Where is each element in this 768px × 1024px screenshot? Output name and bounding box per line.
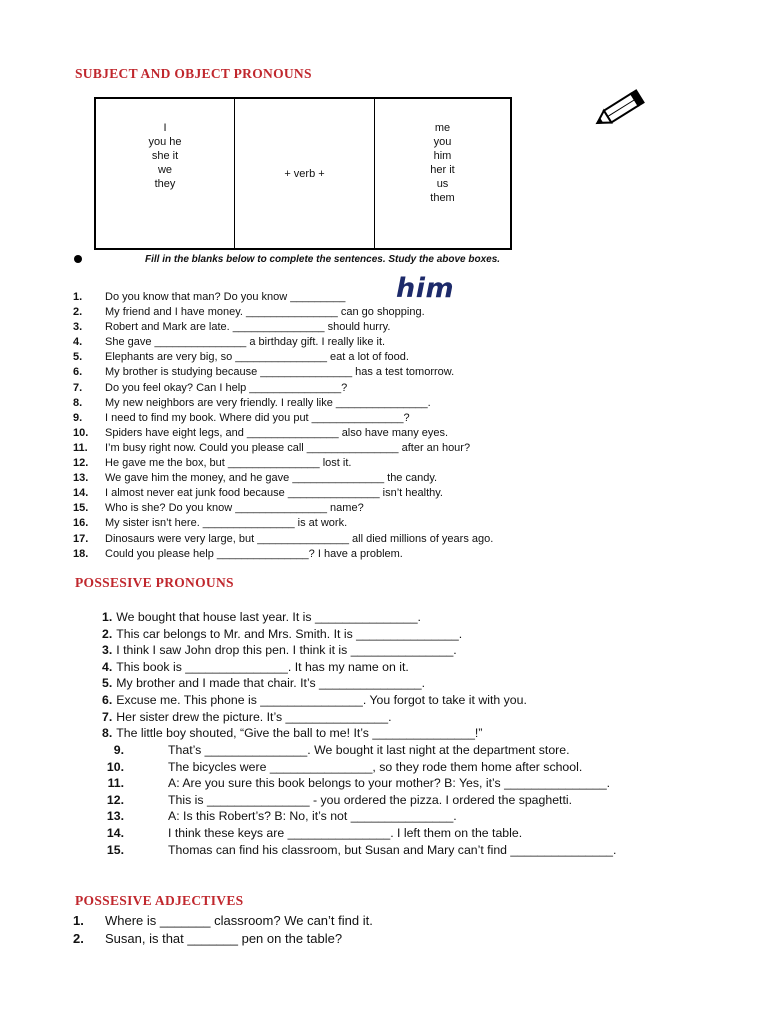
exercise-item (102, 675, 527, 692)
item-number: 2. (73, 306, 83, 319)
item-number: 10. (106, 759, 124, 774)
item-text: I need to find my book. Where did you put _______________? (105, 411, 410, 424)
exercise-item (73, 930, 373, 948)
item-number: 5. (73, 351, 83, 364)
item-number: 14. (106, 825, 124, 840)
item-text: She gave _______________ a birthday gift. I really like it. (105, 336, 386, 349)
item-number: 6. (102, 692, 113, 707)
exercise-item (102, 626, 527, 643)
item-number: 6. (73, 366, 83, 379)
object-pronoun: me (434, 122, 451, 134)
exercise-item (73, 290, 493, 305)
subject-pronoun: we (157, 164, 173, 176)
exercise-item (73, 516, 493, 531)
item-text: Excuse me. This phone is _______________. You forgot to take it with you. (116, 692, 527, 707)
exercise-item (73, 320, 493, 335)
subject-pronouns-column (96, 99, 235, 248)
item-text: Her sister drew the picture. It’s _______________. (116, 709, 392, 724)
item-text: Who is she? Do you know _______________ name? (105, 502, 364, 515)
item-text: We gave him the money, and he gave _______________ the candy. (105, 472, 438, 485)
exercise-item (73, 471, 493, 486)
item-text: We bought that house last year. It is _______________. (116, 610, 421, 624)
item-number: 12. (106, 792, 124, 807)
subject-pronoun: she it (151, 150, 179, 162)
item-number: 18. (73, 547, 89, 560)
item-text: Do you feel okay? Can I help _______________? (105, 381, 348, 394)
item-number: 7. (102, 709, 113, 724)
item-text: My brother is studying because _______________ has a test tomorrow. (105, 366, 455, 379)
instructions: Fill in the blanks below to complete the sentences. Study the above boxes. (145, 254, 501, 265)
verb-column (235, 99, 375, 248)
item-text: Could you please help _______________? I have a problem. (105, 547, 403, 560)
exercise-item (73, 365, 493, 380)
item-number: 3. (73, 321, 83, 334)
section-heading-possessive-pronouns: POSSESIVE PRONOUNS (75, 575, 234, 590)
item-text: Do you know that man? Do you know _________ (105, 291, 346, 303)
exercise-item (73, 456, 493, 471)
exercise-item (73, 486, 493, 501)
exercise-item (73, 532, 493, 547)
object-pronoun: them (430, 192, 455, 204)
item-text: This car belongs to Mr. and Mrs. Smith. It is _______________. (116, 626, 463, 641)
item-text: Robert and Mark are late. _______________ should hurry. (105, 321, 391, 334)
item-text: I think I saw John drop this pen. I think it is _______________. (116, 643, 457, 658)
item-text: Elephants are very big, so _______________ eat a lot of food. (105, 351, 409, 364)
exercise-item (102, 609, 527, 626)
item-text: The little boy shouted, “Give the ball to me! It’s _______________!” (116, 726, 483, 741)
subject-pronoun: they (154, 178, 176, 190)
exercise-item (102, 725, 527, 742)
item-number: 8. (102, 726, 113, 741)
item-text: Where is _______ classroom? We can’t find it. (105, 913, 373, 928)
item-number: 4. (102, 659, 113, 674)
item-text: My sister isn’t here. _______________ is at work. (105, 517, 348, 530)
item-text: The bicycles were _______________, so they rode them home after school. (168, 759, 583, 774)
item-text: This is _______________ - you ordered the pizza. I ordered the spaghetti. (168, 792, 573, 807)
verb-label: + verb + (284, 167, 325, 180)
item-text: I’m busy right now. Could you please call _______________ after an hour? (105, 441, 471, 454)
section-heading-subject-object: SUBJECT AND OBJECT PRONOUNS (75, 66, 312, 81)
item-number: 1. (73, 913, 84, 928)
subject-pronoun: I (163, 122, 167, 134)
item-text: Dinosaurs were very large, but _______________ all died millions of years ago. (105, 532, 494, 545)
exercise-item (73, 441, 493, 456)
exercise-item (73, 396, 493, 411)
item-number: 11. (107, 776, 124, 791)
item-number: 1. (102, 610, 113, 624)
section-heading-possessive-adjectives: POSSESIVE ADJECTIVES (75, 893, 244, 908)
item-text: That’s _______________. We bought it last night at the department store. (168, 743, 570, 757)
item-number: 13. (106, 809, 124, 824)
object-pronoun: her it (430, 164, 455, 176)
item-number: 10. (73, 426, 89, 439)
object-pronouns-column (375, 99, 510, 248)
item-number: 1. (73, 291, 83, 303)
object-pronoun: you (433, 136, 452, 148)
item-text: Thomas can find his classroom, but Susan and Mary can’t find _______________. (168, 842, 617, 857)
exercise-item (73, 426, 493, 441)
exercise-item (102, 642, 527, 659)
item-number: 15. (106, 842, 124, 857)
item-number: 13. (73, 472, 89, 485)
item-number: 11. (73, 441, 88, 454)
item-text: My brother and I made that chair. It’s _______________. (116, 676, 426, 691)
exercise-item (73, 335, 493, 350)
item-text: He gave me the box, but _______________ lost it. (105, 457, 352, 470)
item-text: Spiders have eight legs, and _______________ also have many eyes. (105, 426, 449, 439)
exercise-item (73, 411, 493, 426)
item-number: 3. (102, 643, 113, 658)
item-number: 12. (73, 457, 89, 470)
item-number: 9. (113, 743, 124, 757)
exercise-item (73, 381, 493, 396)
item-text: A: Is this Robert’s? B: No, it’s not _______________. (168, 809, 457, 824)
exercise-item (73, 912, 373, 930)
object-pronoun: him (433, 150, 452, 162)
pencil-icon (592, 88, 648, 132)
item-number: 14. (73, 487, 89, 500)
item-text: I almost never eat junk food because _______________ isn’t healthy. (105, 487, 443, 500)
exercise-item (102, 659, 527, 676)
exercise-list-possessive-pronouns-a (102, 609, 527, 742)
item-number: 4. (73, 336, 83, 349)
exercise-item (73, 501, 493, 516)
item-number: 15. (73, 502, 89, 515)
exercise-list-possessive-adjectives (73, 912, 373, 948)
exercise-item (73, 547, 493, 562)
item-text: My new neighbors are very friendly. I really like _______________. (105, 396, 431, 409)
bullet-point (74, 255, 82, 263)
pronoun-table (94, 97, 512, 250)
item-number: 16. (73, 517, 89, 530)
item-text: Susan, is that _______ pen on the table? (105, 931, 343, 946)
item-number: 5. (102, 676, 113, 691)
item-number: 9. (73, 411, 83, 424)
item-number: 2. (102, 626, 113, 641)
item-number: 2. (73, 931, 84, 946)
item-text: This book is _______________. It has my name on it. (116, 659, 409, 674)
item-text: I think these keys are _______________. I left them on the table. (168, 825, 523, 840)
exercise-item (102, 692, 527, 709)
item-number: 7. (73, 381, 83, 394)
item-number: 17. (73, 532, 89, 545)
object-pronoun: us (436, 178, 449, 190)
handwritten-answer: him (396, 273, 455, 304)
subject-pronoun: you he (148, 136, 182, 148)
item-text: My friend and I have money. _______________ can go shopping. (105, 306, 425, 319)
item-text: A: Are you sure this book belongs to your mother? B: Yes, it’s _______________. (168, 776, 611, 791)
item-number: 8. (73, 396, 83, 409)
exercise-item (102, 709, 527, 726)
exercise-item (73, 305, 493, 320)
exercise-list-subject-object (73, 290, 493, 562)
exercise-item (73, 350, 493, 365)
